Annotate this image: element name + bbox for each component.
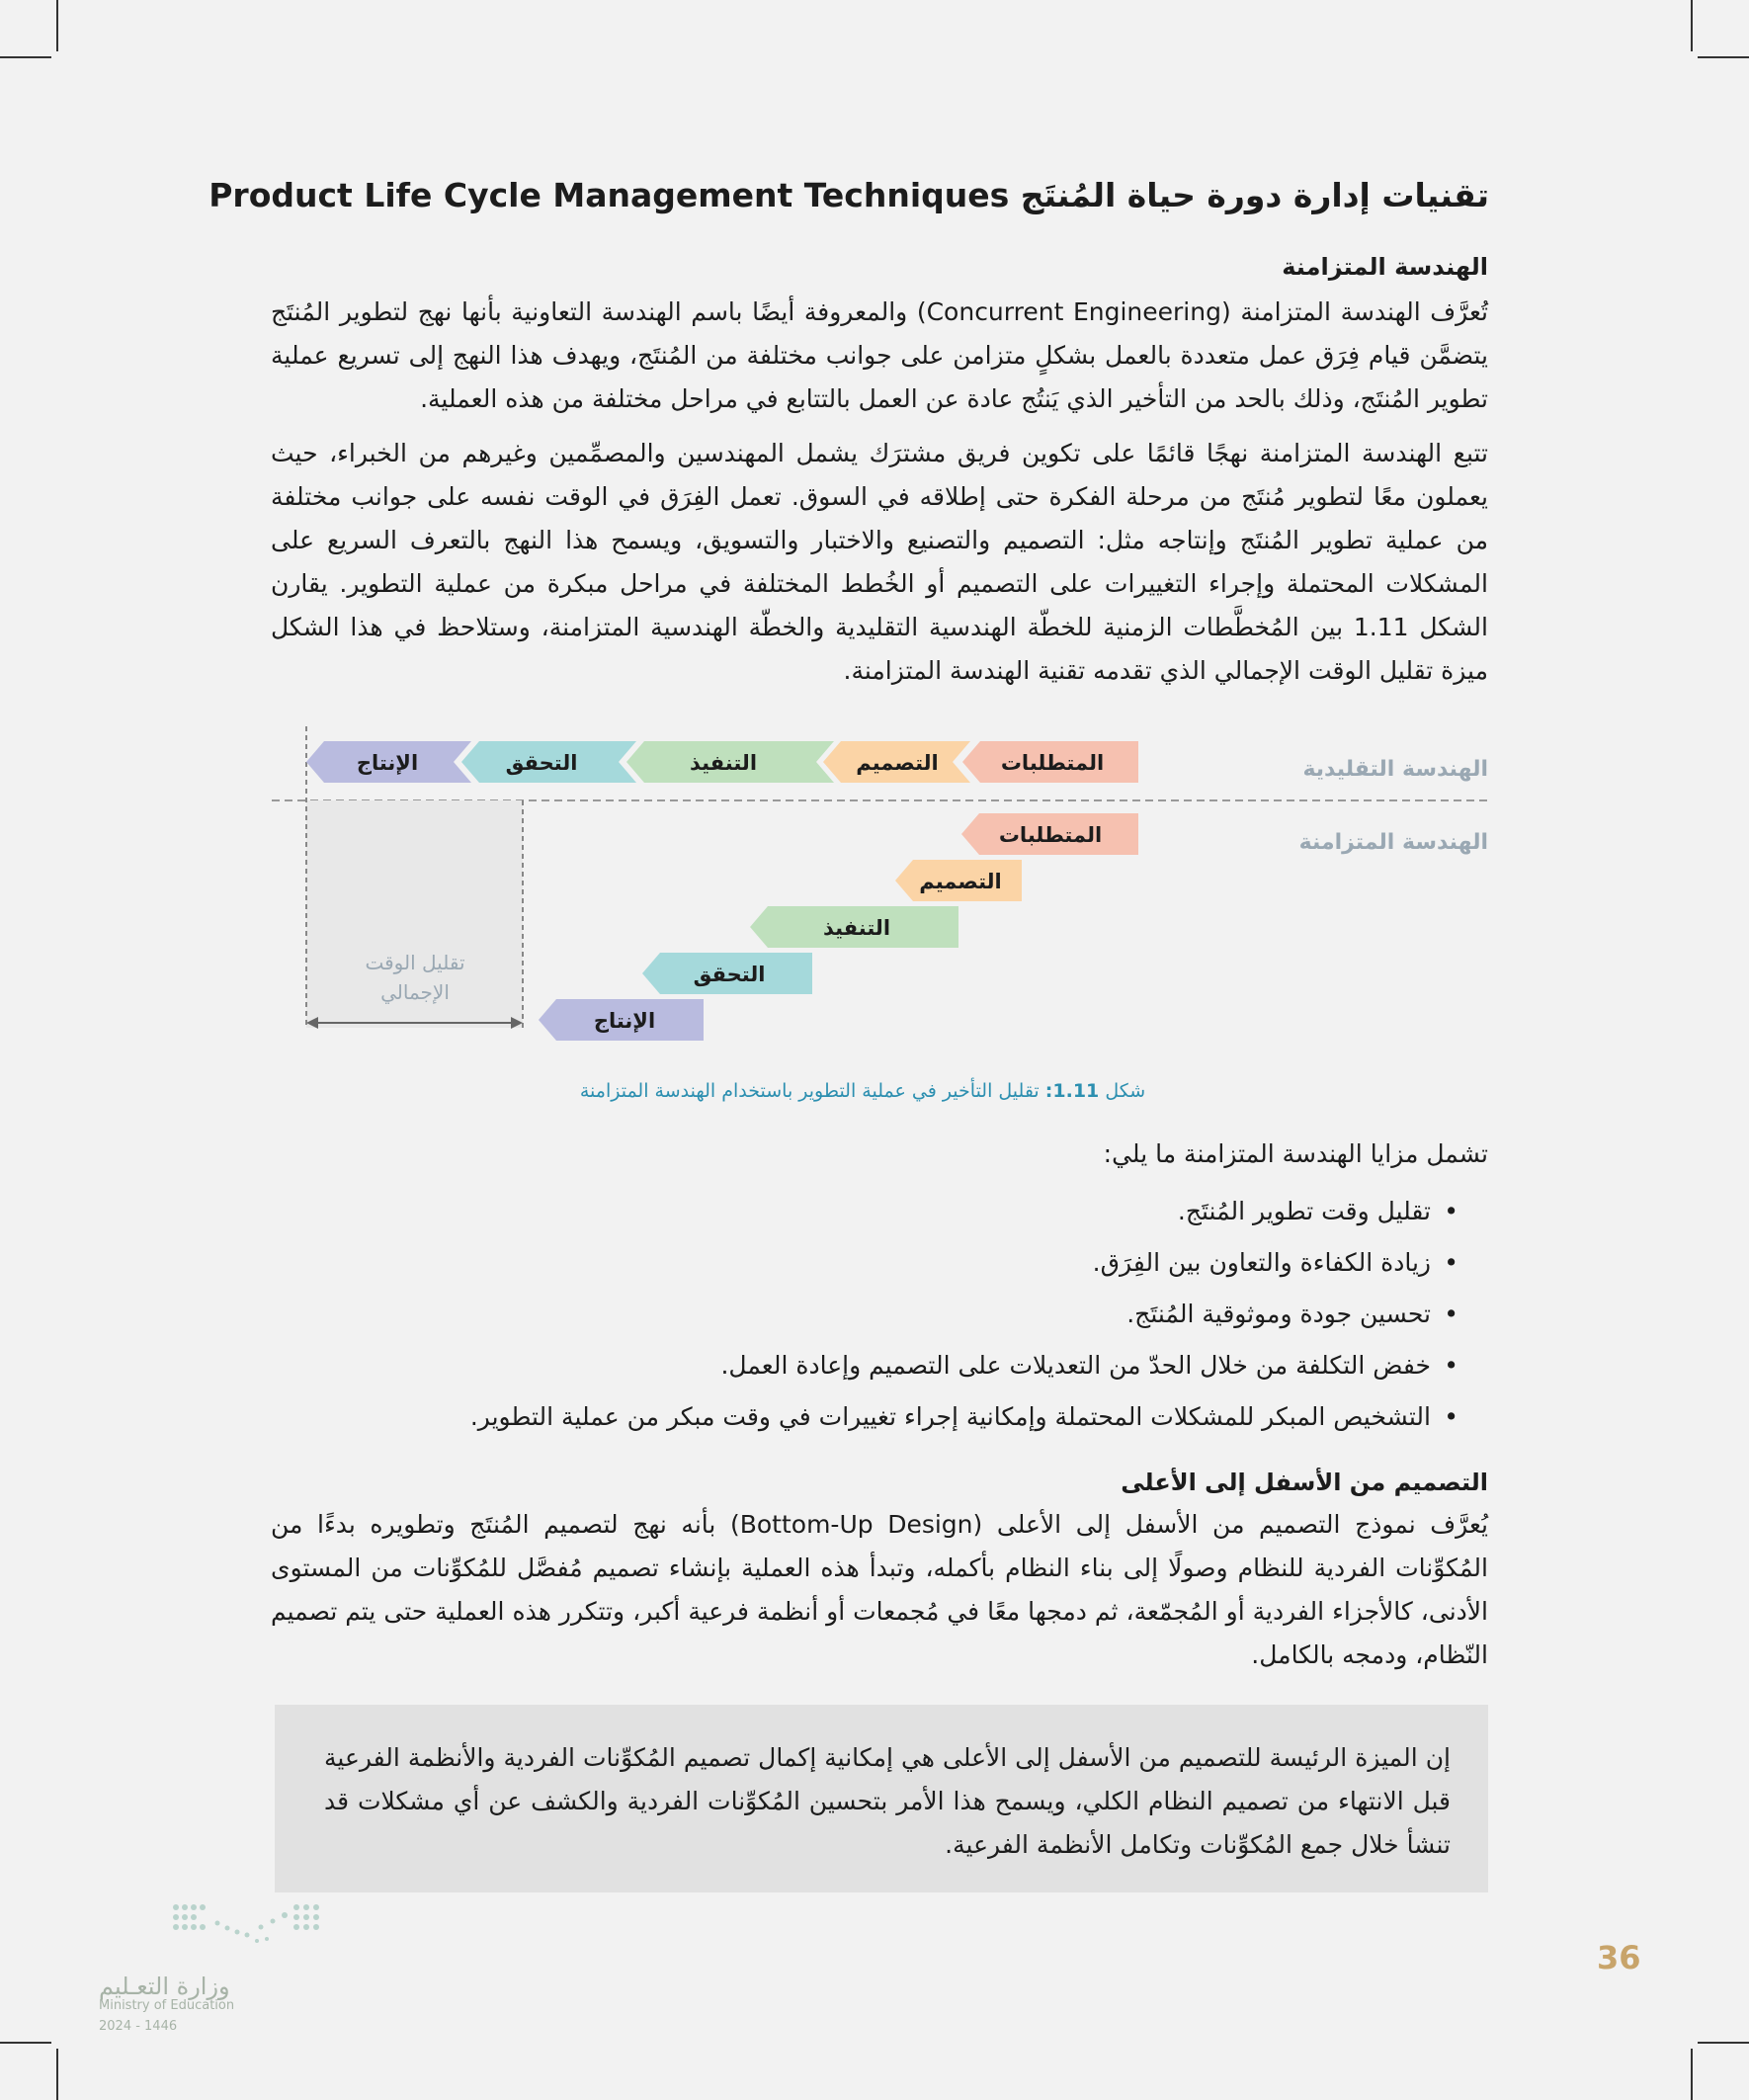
crop-mark: [56, 2049, 58, 2100]
concurrent-implementation-label: التنفيذ: [822, 916, 891, 940]
ministry-name-english: Ministry of Education: [99, 1998, 235, 2013]
benefits-intro: تشمل مزايا الهندسة المتزامنة ما يلي:: [1103, 1139, 1488, 1168]
page-title: [208, 176, 1489, 225]
traditional-row-label: الهندسة التقليدية: [1302, 757, 1488, 782]
concurrent-verification-label: التحقق: [693, 963, 766, 986]
ministry-logo-icon: [170, 1901, 324, 1949]
section-heading-concurrent: الهندسة المتزامنة: [1282, 253, 1488, 281]
crop-mark: [1698, 2042, 1749, 2044]
concurrent-design-label: التصميم: [919, 870, 1002, 893]
list-item: • تقليل وقت تطوير المُنتَج.: [470, 1186, 1458, 1237]
edition-year: 2024 - 1446: [99, 2019, 178, 2034]
bottom-up-paragraph: [271, 1503, 1488, 1677]
crop-mark: [0, 56, 51, 58]
reduction-label-line1: تقليل الوقت: [365, 951, 465, 974]
crop-mark: [1698, 56, 1749, 58]
concurrent-requirements-label: المتطلبات: [998, 823, 1103, 847]
page-number: 36: [1597, 1939, 1641, 1976]
traditional-verification-label: التحقق: [505, 751, 578, 775]
traditional-production-label: الإنتاج: [356, 751, 419, 775]
list-item: • خفض التكلفة من خلال الحدّ من التعديلات على التصميم وإعادة العمل.: [470, 1340, 1458, 1391]
benefits-list: [470, 1186, 1458, 1443]
paragraph-text: يُعرَّف نموذج التصميم من الأسفل إلى الأعلى (Bottom-Up Design) بأنه نهج لتصميم المُنتَج وتطويره بدءًا من المُكوِّنات الفردية للنظام وصولًا إلى بناء النظام بأكمله، وتبدأ هذه العملية بإنشاء تصميم مُفصَّل للمُكوِّنات من المستوى الأدنى، كالأجزاء الفردية أو المُجمّعة، ثم دمجها معًا في مُجمعات أو أنظمة فرعية أكبر، وتتكرر هذه العملية حتى يتم تصميم النّظام، ودمجه بالكامل.: [271, 1510, 1488, 1669]
concurrent-production-label: الإنتاج: [593, 1009, 656, 1033]
timeline-diagram: [267, 726, 1492, 1052]
paragraph-text: تتبع الهندسة المتزامنة نهجًا قائمًا على تكوين فريق مشترَك يشمل المهندسين والمصمِّمين وغيرهم من الخبراء، حيث يعملون معًا لتطوير مُنتَج من مرحلة الفكرة حتى إطلاقه في السوق. تعمل الفِرَق في الوقت نفسه على جوانب مختلفة من عملية تطوير المُنتَج وإنتاجه مثل: التصميم والتصنيع والاختبار والتسويق، ويسمح هذا النهج بالتعرف السريع على المشكلات المحتملة وإجراء التغييرات على التصميم أو الخُطط المختلفة في مراحل مبكرة من عملية التطوير. يقارن الشكل 1.11 بين المُخطَّطات الزمنية للخطّة الهندسية التقليدية والخطّة الهندسية المتزامنة، وستلاحظ في هذا الشكل ميزة تقليل الوقت الإجمالي الذي تقدمه تقنية الهندسة المتزامنة.: [271, 439, 1488, 685]
title-arabic: تقنيات إدارة دورة حياة المُنتَج: [1020, 176, 1489, 214]
reduction-label-line2: الإجمالي: [380, 980, 450, 1004]
crop-mark: [1691, 0, 1693, 51]
crop-mark: [56, 0, 58, 51]
note-text: إن الميزة الرئيسة للتصميم من الأسفل إلى الأعلى هي إمكانية إكمال تصميم المُكوِّنات الفردية والأنظمة الفرعية قبل الانتهاء من تصميم النظام الكلي، ويسمح هذا الأمر بتحسين المُكوِّنات الفردية والكشف عن أي مشكلات قد تنشأ خلال جمع المُكوِّنات وتكامل الأنظمة الفرعية.: [324, 1743, 1451, 1859]
traditional-requirements-label: المتطلبات: [1000, 751, 1105, 775]
figure-caption: [514, 1080, 1211, 1102]
crop-mark: [0, 2042, 51, 2044]
list-item: • زيادة الكفاءة والتعاون بين الفِرَق.: [470, 1237, 1458, 1289]
crop-mark: [1691, 2049, 1693, 2100]
concurrent-paragraph-1: [271, 291, 1488, 421]
caption-number: 1.11:: [1044, 1080, 1100, 1102]
section-heading-bottom-up: التصميم من الأسفل إلى الأعلى: [1121, 1469, 1488, 1496]
ministry-name-arabic: وزارة التعـليم: [99, 1973, 230, 2000]
list-item: • التشخيص المبكر للمشكلات المحتملة وإمكانية إجراء تغييرات في وقت مبكر من عملية التطوير.: [470, 1391, 1458, 1443]
caption-text: تقليل التأخير في عملية التطوير باستخدام الهندسة المتزامنة: [579, 1080, 1040, 1102]
paragraph-text: تُعرَّف الهندسة المتزامنة (Concurrent Engineering) والمعروفة أيضًا باسم الهندسة التعاونية بأنها نهج لتطوير المُنتَج يتضمَّن قيام فِرَق عمل متعددة بالعمل بشكلٍ متزامن على جوانب مختلفة من المُنتَج، ويهدف هذا النهج إلى تسريع عملية تطوير المُنتَج، وذلك بالحد من التأخير الذي يَنتُج عادة عن العمل بالتتابع في مراحل مختلفة من هذه العملية.: [271, 297, 1488, 413]
note-box: [275, 1705, 1488, 1892]
concurrent-row-label: الهندسة المتزامنة: [1298, 830, 1488, 855]
traditional-implementation-label: التنفيذ: [689, 751, 758, 775]
title-english: Product Life Cycle Management Techniques: [208, 176, 1010, 214]
concurrent-paragraph-2: [271, 432, 1488, 693]
list-item: • تحسين جودة وموثوقية المُنتَج.: [470, 1289, 1458, 1340]
caption-prefix: شكل: [1105, 1080, 1146, 1102]
traditional-design-label: التصميم: [856, 751, 939, 775]
